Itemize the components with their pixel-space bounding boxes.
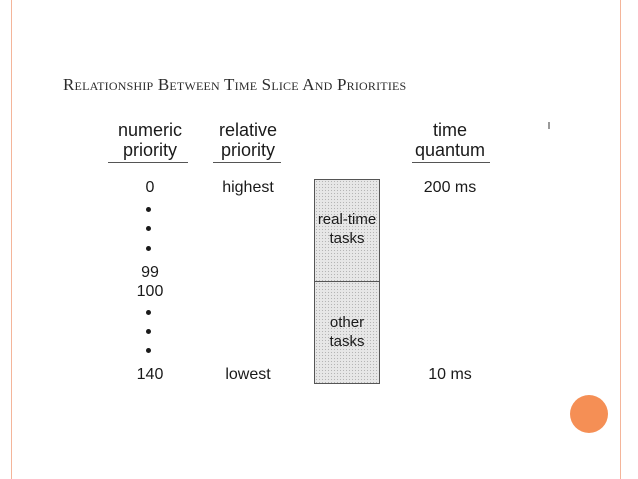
relative-value-top: highest xyxy=(222,179,274,196)
other-tasks-label xyxy=(315,313,379,351)
dot-upper-2 xyxy=(146,226,151,231)
numeric-priority-header-line-1: numeric xyxy=(117,120,183,140)
tasks-divider xyxy=(315,281,379,282)
relative-priority-header-line-1: relative xyxy=(218,120,278,140)
relative-value-bottom: lowest xyxy=(225,366,271,383)
stray-mark xyxy=(548,122,550,129)
slide-border-left xyxy=(11,0,12,479)
time-quantum-header-line-2: quantum xyxy=(414,140,486,160)
slide-border-right xyxy=(620,0,621,479)
real-time-tasks-label-line-2: tasks xyxy=(329,230,365,247)
orange-circle-decoration xyxy=(570,395,608,433)
tasks-box xyxy=(314,179,380,384)
time-value-top: 200 ms xyxy=(423,179,477,196)
relative-priority-header xyxy=(208,120,288,160)
dot-upper-1 xyxy=(146,207,151,212)
time-quantum-underline xyxy=(412,162,490,163)
numeric-priority-underline xyxy=(108,162,188,163)
other-tasks-label-line-2: tasks xyxy=(329,333,365,350)
relative-priority-header-line-2: priority xyxy=(220,140,275,160)
dot-lower-3 xyxy=(146,348,151,353)
numeric-value-mid-b: 100 xyxy=(136,283,164,300)
real-time-tasks-label xyxy=(315,210,379,248)
dot-lower-2 xyxy=(146,329,151,334)
relative-priority-underline xyxy=(213,162,281,163)
time-quantum-header-line-1: time xyxy=(432,120,467,140)
time-value-bottom: 10 ms xyxy=(428,366,472,383)
time-quantum-header xyxy=(410,120,490,160)
numeric-value-mid-a: 99 xyxy=(141,264,159,281)
numeric-priority-header xyxy=(110,120,190,160)
slide-title: Relationship Between Time Slice And Priorities xyxy=(63,75,407,94)
dot-upper-3 xyxy=(146,246,151,251)
numeric-priority-header-line-2: priority xyxy=(122,140,177,160)
numeric-value-bottom: 140 xyxy=(136,366,164,383)
real-time-tasks-label-line-1: real-time xyxy=(317,211,377,228)
other-tasks-label-line-1: other xyxy=(329,314,365,331)
dot-lower-1 xyxy=(146,310,151,315)
numeric-value-top: 0 xyxy=(145,179,155,196)
